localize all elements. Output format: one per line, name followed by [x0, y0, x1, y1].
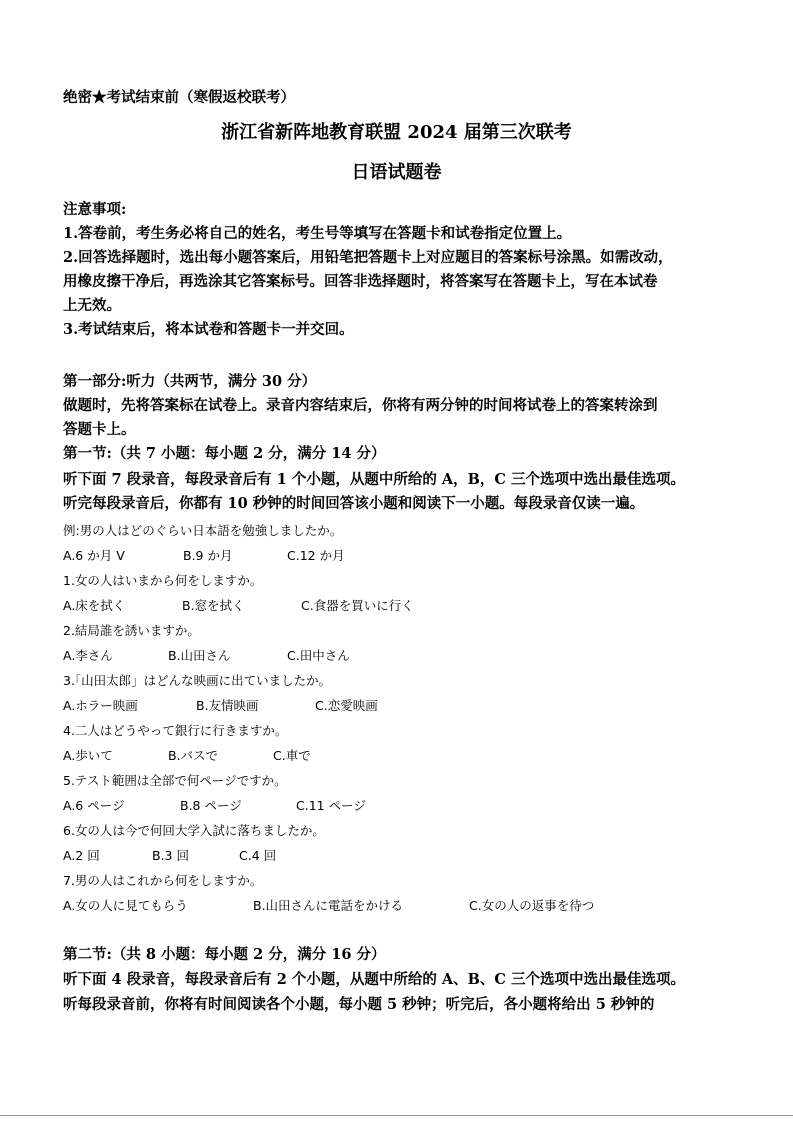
- note-line: 用橡皮擦干净后，再选涂其它答案标号。回答非选择题时，将答案写在答题卡上，写在本试卷: [63, 273, 658, 290]
- part1-heading: 第一部分:听力（共两节，满分 30 分）: [63, 373, 317, 390]
- section1-instruction: 听完每段录音后，你都有 10 秒钟的时间回答该小题和阅读下一小题。每段录音仅读一遍。: [63, 495, 645, 512]
- note-line: 2.回答选择题时，选出每小题答案后，用铅笔把答题卡上对应题目的答案标号涂黑。如需改动，: [63, 249, 673, 266]
- option-b: B.8 ページ: [180, 798, 242, 813]
- example-option-b: B.9 か月: [183, 548, 233, 563]
- page-bottom-divider: [0, 1115, 793, 1116]
- question: 2.結局誰を誘いますか。: [63, 623, 200, 638]
- option-b: B.山田さんに電話をかける: [253, 898, 404, 913]
- option-b: B.窓を拭く: [182, 598, 245, 613]
- section1-heading: 第一节:（共 7 小题：每小题 2 分，满分 14 分）: [63, 445, 386, 462]
- note-line: 上无效。: [63, 297, 121, 314]
- part1-instruction: 做题时，先将答案标在试卷上。录音内容结束后，你将有两分钟的时间将试卷上的答案转涂到: [63, 397, 658, 414]
- option-c: C.車で: [273, 748, 311, 763]
- option-a: A.女の人に見てもらう: [63, 898, 188, 913]
- question: 4.二人はどうやって銀行に行きますか。: [63, 723, 288, 738]
- option-c: C.恋愛映画: [315, 698, 378, 713]
- option-a: A.床を拭く: [63, 598, 126, 613]
- example-option-c: C.12 か月: [287, 548, 345, 563]
- option-a: A.李さん: [63, 648, 113, 663]
- option-c: C.食器を買いに行く: [301, 598, 414, 613]
- option-c: C.田中さん: [287, 648, 350, 663]
- option-b: B.3 回: [152, 848, 189, 863]
- notes-heading: 注意事项:: [63, 201, 127, 218]
- confidential-label: 绝密★考试结束前（寒假返校联考）: [63, 89, 295, 106]
- option-a: A.2 回: [63, 848, 100, 863]
- section1-instruction: 听下面 7 段录音，每段录音后有 1 个小题，从题中所给的 A，B，C 三个选项中选出最佳选项。: [63, 471, 686, 488]
- question: 5.テスト範囲は全部で何ページですか。: [63, 773, 287, 788]
- option-c: C.女の人の返事を待つ: [469, 898, 595, 913]
- example-question: 例:男の人はどのぐらい日本語を勉強しましたか。: [63, 523, 343, 538]
- part1-instruction: 答题卡上。: [63, 421, 136, 438]
- exam-title: 浙江省新阵地教育联盟 2024 届第三次联考: [221, 122, 572, 143]
- option-b: B.山田さん: [168, 648, 231, 663]
- question: 6.女の人は今で何回大学入試に落ちましたか。: [63, 823, 325, 838]
- option-b: B.友情映画: [196, 698, 259, 713]
- question: 7.男の人はこれから何をしますか。: [63, 873, 263, 888]
- section2-instruction: 听下面 4 段录音，每段录音后有 2 个小题，从题中所给的 A、B、C 三个选项中选出最佳选项。: [63, 971, 686, 988]
- exam-subtitle: 日语试题卷: [351, 162, 442, 183]
- option-a: A.6 ページ: [63, 798, 125, 813]
- note-line: 3.考试结束后，将本试卷和答题卡一并交回。: [63, 321, 354, 338]
- section2-instruction: 听每段录音前，你将有时间阅读各个小题，每小题 5 秒钟；听完后，各小题将给出 5 秒钟的: [63, 996, 655, 1013]
- option-c: C.11 ページ: [296, 798, 366, 813]
- question: 1.女の人はいまから何をしますか。: [63, 573, 263, 588]
- example-option-a: A.6 か月 V: [63, 548, 125, 563]
- option-a: A.ホラー映画: [63, 698, 138, 713]
- option-b: B.バスで: [168, 748, 219, 763]
- option-a: A.歩いて: [63, 748, 113, 763]
- option-c: C.4 回: [239, 848, 277, 863]
- section2-heading: 第二节:（共 8 小题：每小题 2 分，满分 16 分）: [63, 946, 386, 963]
- question: 3.｢山田太郎」はどんな映画に出ていましたか。: [63, 673, 332, 688]
- note-line: 1.答卷前，考生务必将自己的姓名，考生号等填写在答题卡和试卷指定位置上。: [63, 225, 572, 242]
